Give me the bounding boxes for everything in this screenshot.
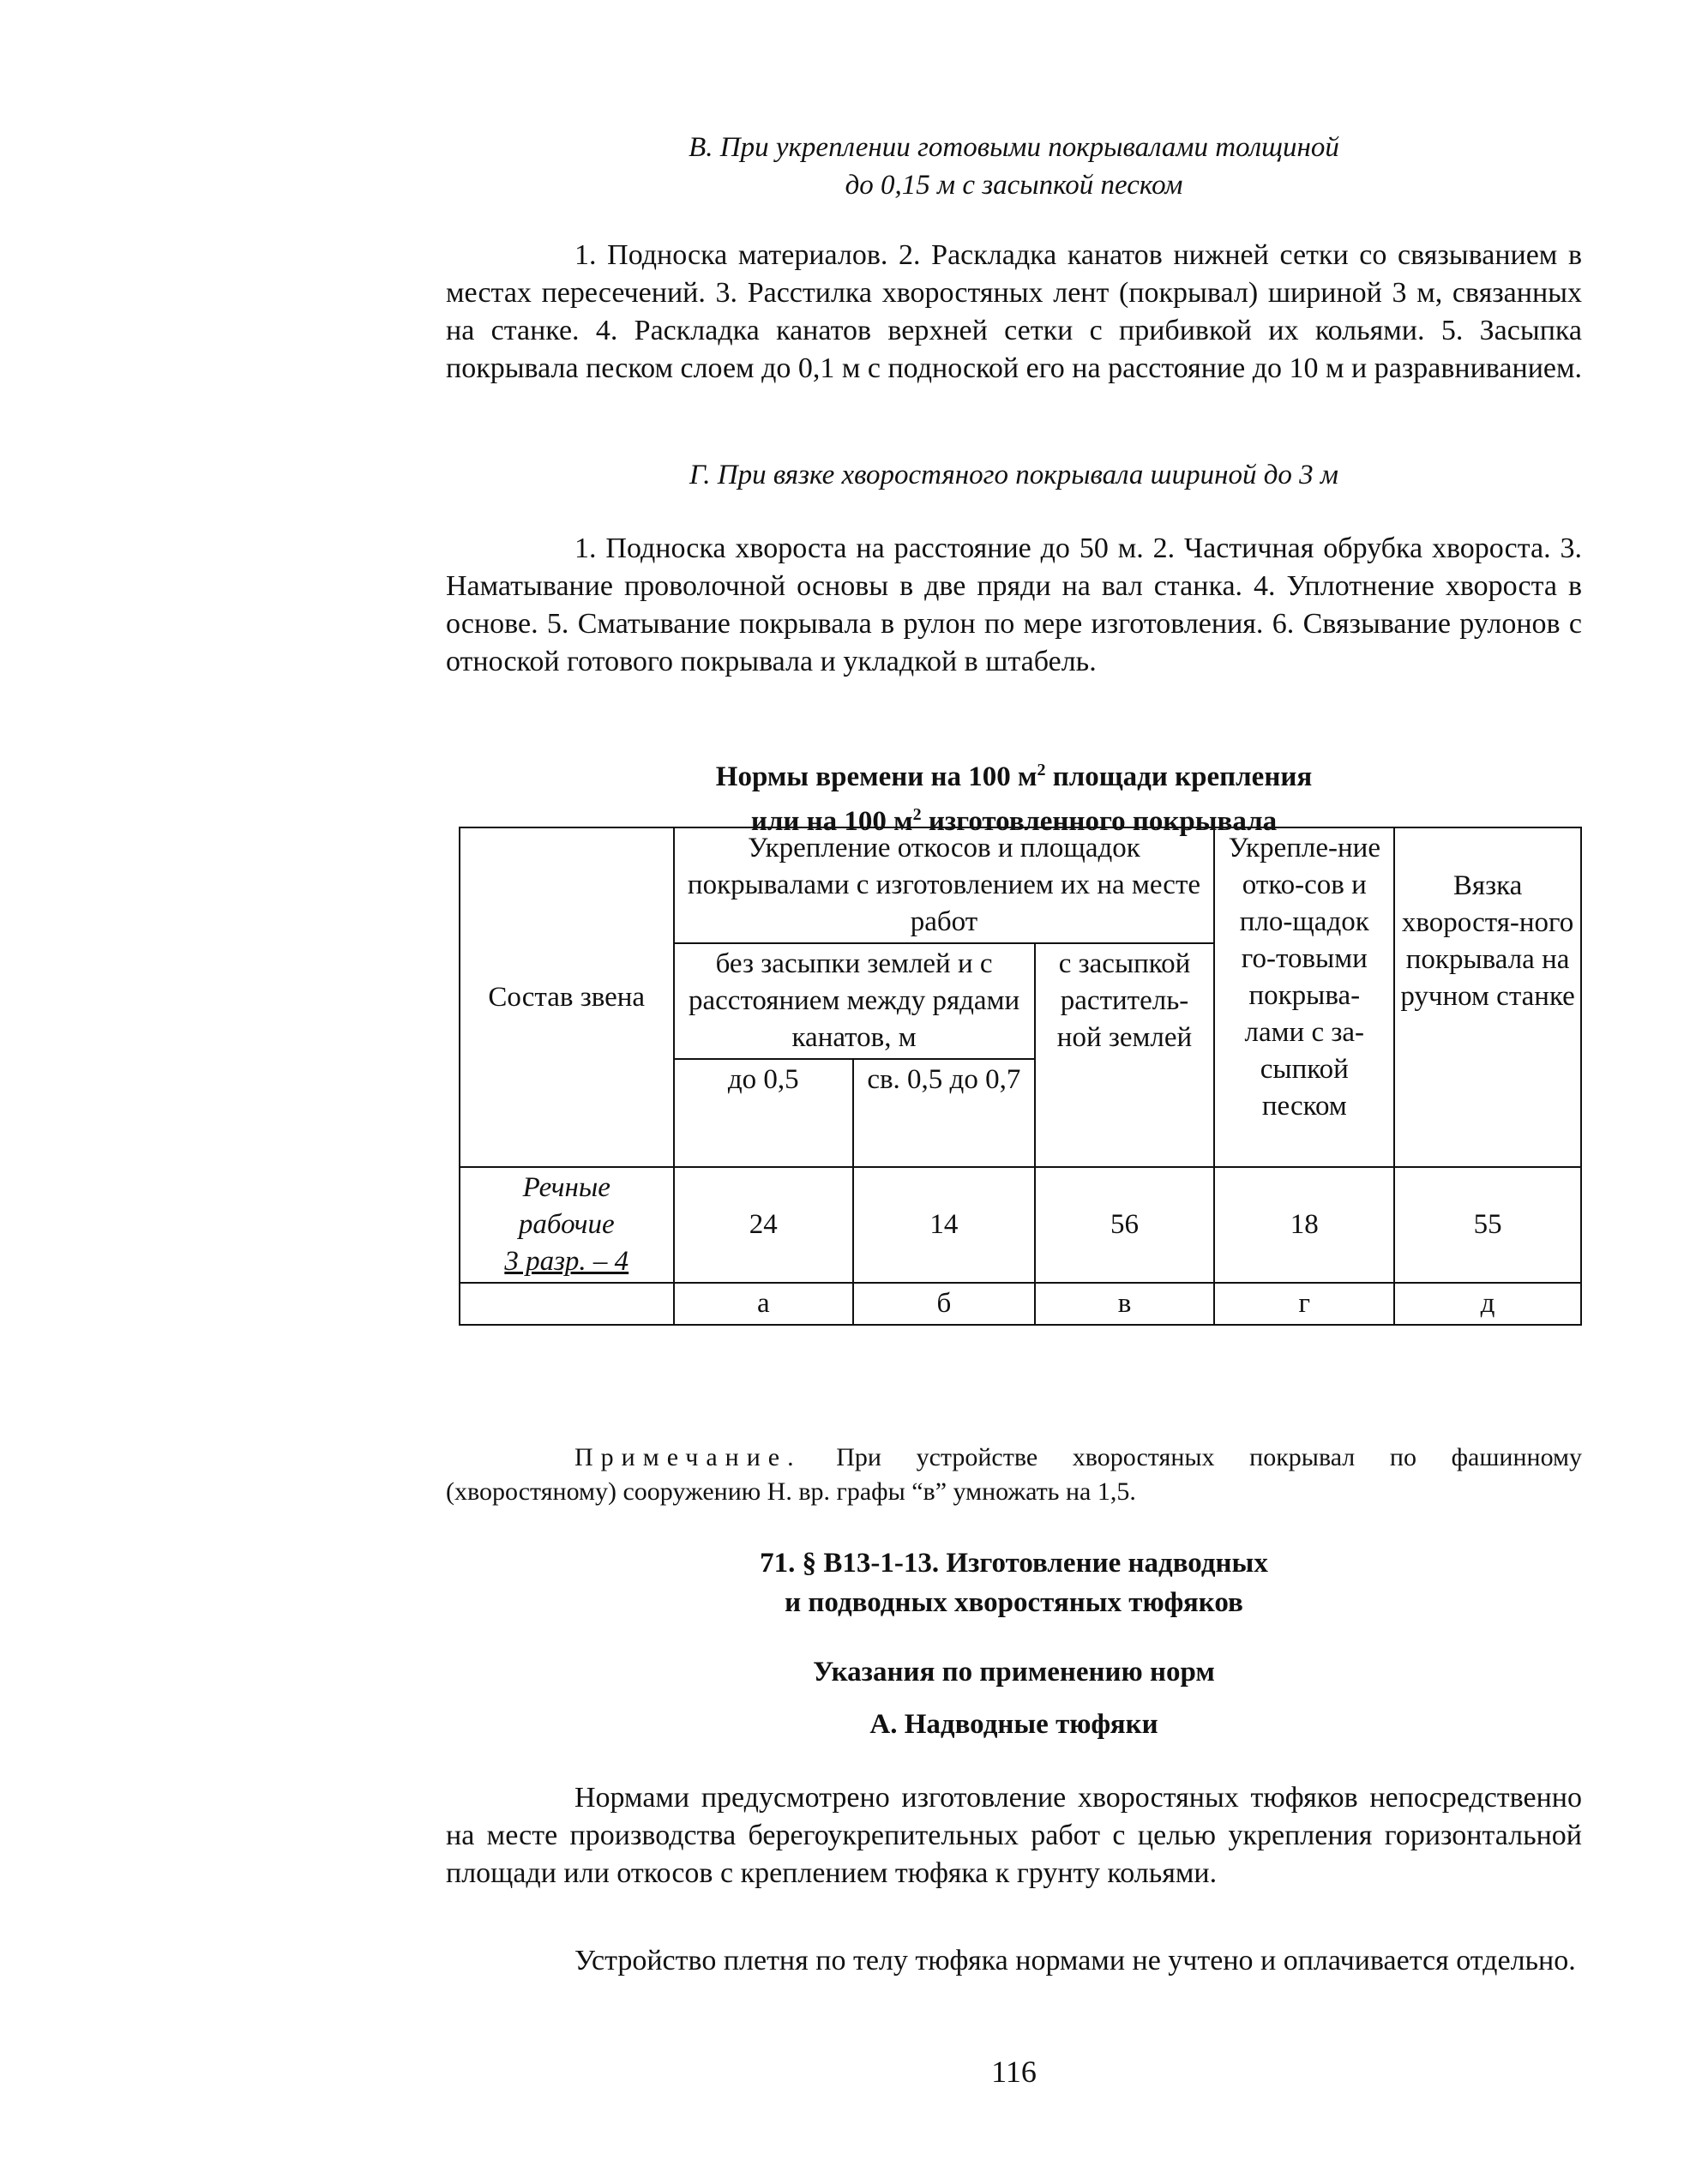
value-b: 14 — [853, 1167, 1035, 1283]
norms-table-wrapper — [446, 827, 1582, 1326]
section71-para2: Устройство плетня по телу тюфяка нормами не учтено и оплачивается отдельно. — [574, 1945, 1576, 1976]
column-label-d: д — [1394, 1283, 1581, 1325]
value-g: 18 — [1214, 1167, 1394, 1283]
column-label-g: г — [1214, 1283, 1394, 1325]
norms-table — [459, 827, 1582, 1326]
header-sv-05: св. 0,5 до 0,7 — [853, 1059, 1035, 1167]
column-label-b: б — [853, 1283, 1035, 1325]
table-title-line2: или на 100 $м^2$ изготовленного покрывала — [750, 805, 1278, 837]
section71-subtitle: Указания по применению норм — [813, 1657, 1215, 1688]
header-do-05: до 0,5 — [674, 1059, 854, 1167]
column-label-v: в — [1035, 1283, 1215, 1325]
value-a: 24 — [674, 1167, 854, 1283]
header-bez-zasypki: без засыпки землей и с расстоянием между рядами канатов, м — [674, 943, 1035, 1059]
section71-para1: Нормами предусмотрено изготовление хворостяных тюфяков непосредственно на месте производства берегоукрепительных работ с целью укрепления горизонтальной площади или откосов с креплением тюфяка к грунту кольями. — [446, 1782, 1582, 1889]
page-number: 116 — [991, 2055, 1037, 2089]
header-group: Укрепление откосов и площадок покрывалами с изготовлением их на месте работ — [674, 827, 1215, 943]
section-v-heading-line1: В. При укреплении готовыми покрывалами толщиной — [689, 132, 1339, 163]
section-g-text: 1. Подноска хвороста на расстояние до 50 м. 2. Частичная обрубка хвороста. 3. Наматывание проволочной основы в две пряди на вал станка. 4. Уплотнение хвороста в основе. 5. Сматывание покрывала в рулон по мере изготовления. 6. Связывание рулонов с отноской готового покрывала и укладкой в штабель. — [446, 532, 1582, 677]
header-ukrep: Укрепле-ние отко-сов и пло-щадок го-товыми покрыва-лами с за-сыпкой песком — [1214, 827, 1394, 1167]
section71-subsection: А. Надводные тюфяки — [869, 1709, 1158, 1740]
value-v: 56 — [1035, 1167, 1215, 1283]
section71-title-line2: и подводных хворостяных тюфяков — [785, 1587, 1243, 1618]
section-v-heading — [446, 129, 1582, 204]
header-s-zasypkoi: с засыпкой раститель-ной землей — [1035, 943, 1215, 1167]
column-label-empty — [460, 1283, 674, 1325]
table-note — [446, 1441, 1582, 1509]
row-label: Речные рабочие 3 разр. – 4 — [460, 1167, 674, 1283]
note-text: При устройстве хворостяных покрывал по фашинному (хворостяному) сооружению Н. вр. графы “в” умножать на 1,5. — [446, 1443, 1582, 1506]
section-v-text: 1. Подноска материалов. 2. Раскладка канатов нижней сетки со связыванием в местах пересечений. 3. Расстилка хворостяных лент (покрывал) шириной 3 м, связанных на станке. 4. Раскладка канатов верхней сетки с прибивкой их кольями. 5. Засыпка покрывала песком слоем до 0,1 м с подноской его на расстояние до 10 м и разравниванием. — [446, 239, 1583, 384]
value-d: 55 — [1394, 1167, 1581, 1283]
section71-title-line1: 71. § В13-1-13. Изготовление надводных — [760, 1548, 1268, 1579]
section-g-heading: Г. При вязке хворостяного покрывала шириной до 3 м — [689, 460, 1338, 490]
column-label-a: а — [674, 1283, 854, 1325]
section71-title — [446, 1543, 1582, 1622]
table-title-line1: Нормы времени на 100 $м^2$ площади крепления — [715, 761, 1313, 792]
section-v-heading-line2: до 0,15 м с засыпкой песком — [845, 170, 1183, 201]
note-label: Примечание. — [574, 1443, 802, 1471]
header-vyazka: Вязка хворостя-ного покрывала на ручном станке — [1394, 827, 1581, 1167]
header-sostav: Состав звена — [460, 827, 674, 1167]
